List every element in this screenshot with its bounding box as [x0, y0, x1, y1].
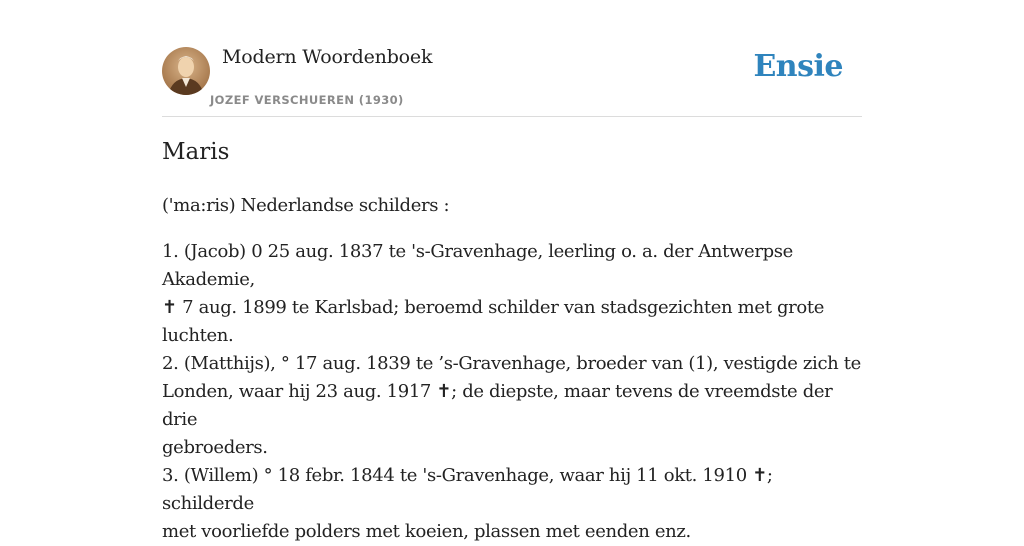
author-portrait-icon — [162, 47, 210, 95]
entry-line: 2. (Matthijs), ° 17 aug. 1839 te ’s-Gravenhage, broeder van (1), vestigde zich te — [162, 353, 861, 374]
entry-line: Londen, waar hij 23 aug. 1917 ✝; de diepste, maar tevens de vreemdste der drie — [162, 381, 833, 430]
author-avatar[interactable] — [162, 47, 210, 95]
entry-line: 1. (Jacob) 0 25 aug. 1837 te 's-Gravenhage, leerling o. a. der Antwerpse Akademie, — [162, 241, 793, 290]
author-name[interactable]: JOZEF VERSCHUEREN (1930) — [210, 93, 404, 107]
entry-line: gebroeders. — [162, 437, 268, 458]
entry-line: met voorliefde polders met koeien, plassen met eenden enz. — [162, 521, 691, 542]
entry-body — [162, 192, 868, 546]
entry-card — [162, 0, 862, 542]
entry-line: ✝ 7 aug. 1899 te Karlsbad; beroemd schilder van stadsgezichten met grote luchten. — [162, 297, 825, 346]
entry-title: Maris — [162, 139, 230, 165]
ensie-logo[interactable]: Ensie — [753, 49, 843, 84]
book-title[interactable]: Modern Woordenboek — [222, 46, 433, 68]
entry-line: 3. (Willem) ° 18 febr. 1844 te 's-Gravenhage, waar hij 11 okt. 1910 ✝; schilderde — [162, 465, 773, 514]
entry-header — [162, 0, 862, 117]
pronunciation-line: ('ma:ris) Nederlandse schilders : — [162, 195, 450, 216]
